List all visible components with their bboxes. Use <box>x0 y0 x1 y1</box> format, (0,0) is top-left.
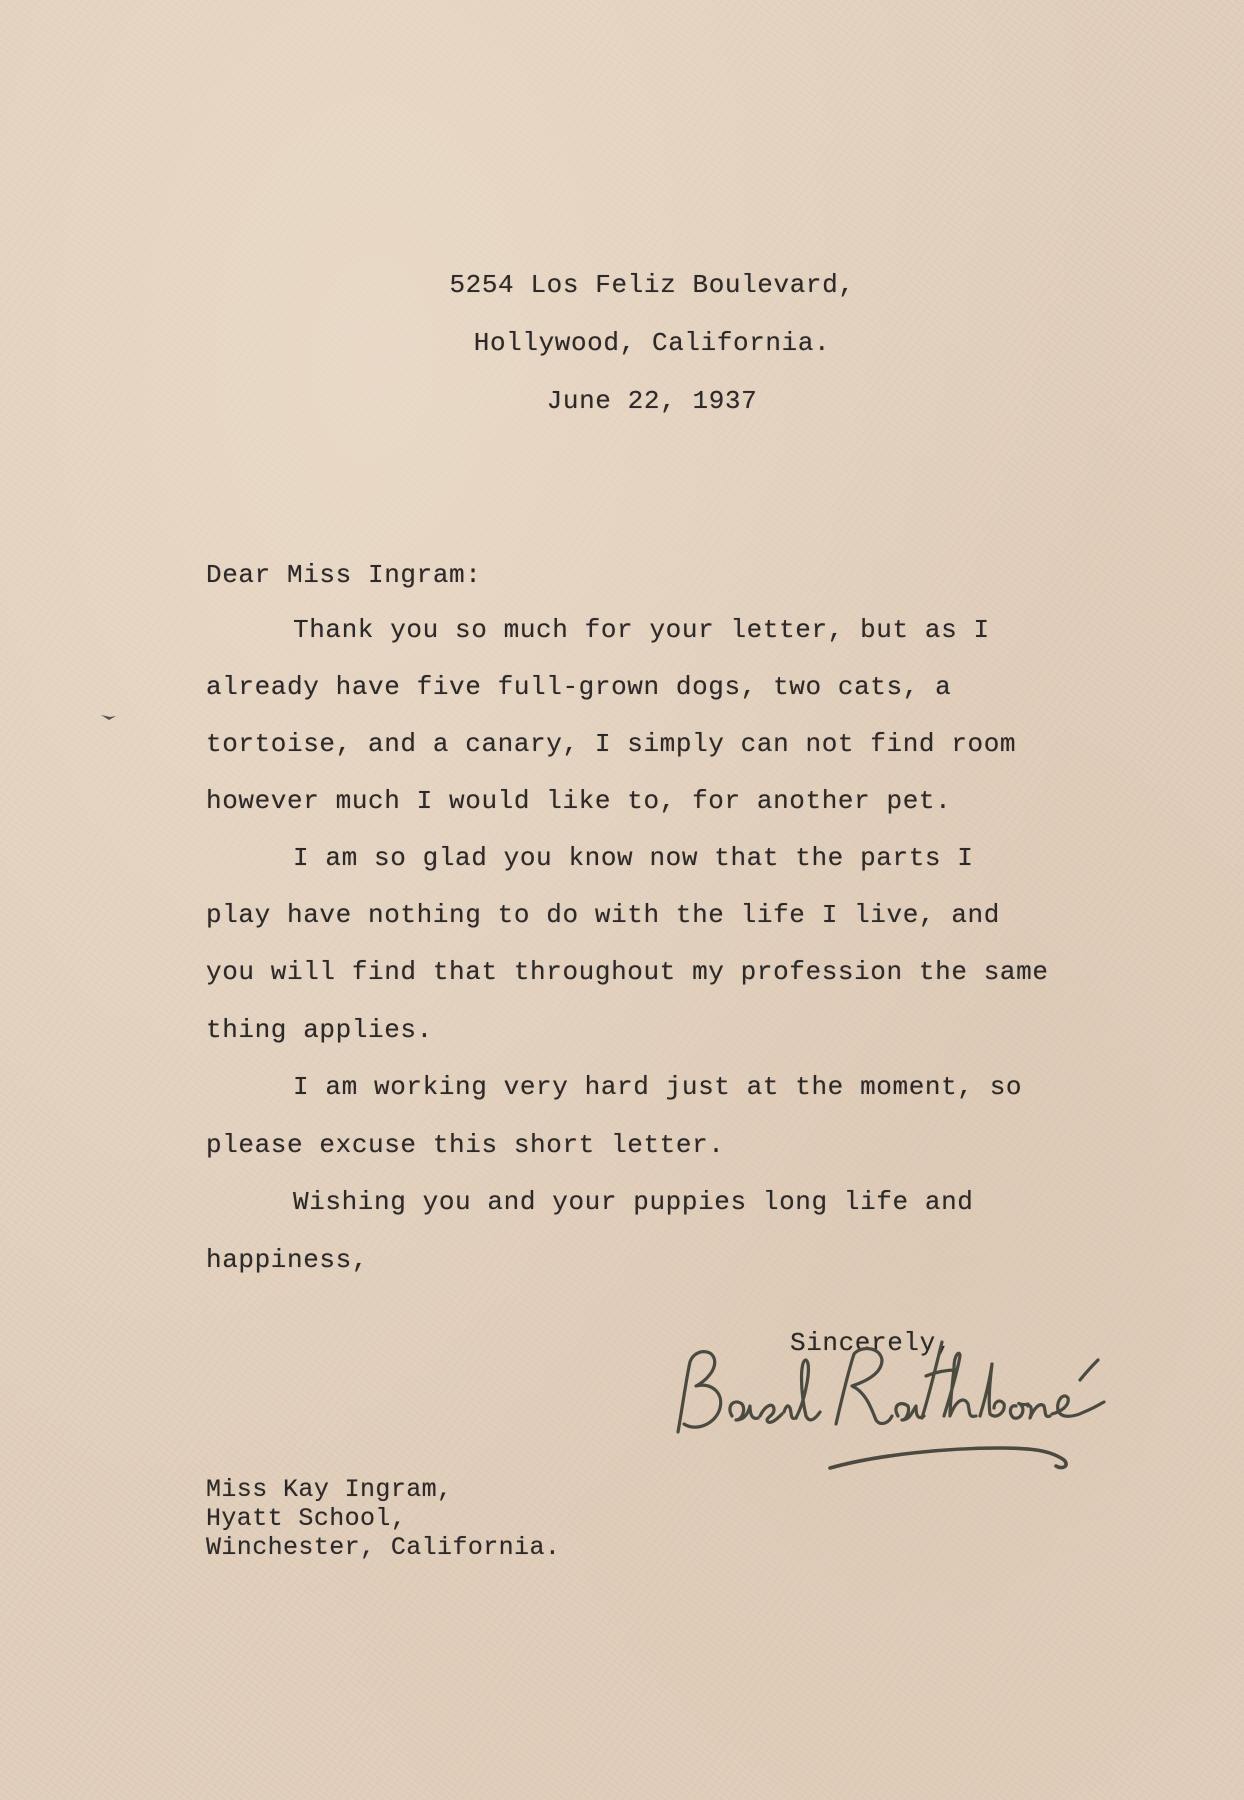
body-line: already have five full-grown dogs, two cats, a <box>206 672 952 702</box>
body-line: you will find that throughout my profession the same <box>206 957 1049 987</box>
body-line: thing applies. <box>206 1015 433 1045</box>
body-line: tortoise, and a canary, I simply can not find room <box>206 729 1017 759</box>
recipient-school: Hyatt School, <box>206 1504 407 1533</box>
body-line: I am working very hard just at the moment, so <box>293 1072 1023 1102</box>
body-line: happiness, <box>206 1245 369 1275</box>
body-line: play have nothing to do with the life I live, and <box>206 900 1000 930</box>
handwritten-signature <box>660 1320 1140 1490</box>
salutation: Dear Miss Ingram: <box>206 560 482 590</box>
header-city-line: Hollywood, California. <box>473 328 831 358</box>
body-line: Wishing you and your puppies long life and <box>293 1187 974 1217</box>
header-address-line: 5254 Los Feliz Boulevard, <box>449 270 855 300</box>
header-date: June 22, 1937 <box>546 386 758 416</box>
body-line: however much I would like to, for another pet. <box>206 786 952 816</box>
body-line: Thank you so much for your letter, but as I <box>293 615 990 645</box>
closing: Sincerely, <box>790 1328 953 1358</box>
recipient-name: Miss Kay Ingram, <box>206 1475 453 1504</box>
recipient-city: Winchester, California. <box>206 1533 561 1562</box>
body-line: I am so glad you know now that the parts I <box>293 843 974 873</box>
ink-mark <box>100 712 118 722</box>
body-line: please excuse this short letter. <box>206 1130 725 1160</box>
